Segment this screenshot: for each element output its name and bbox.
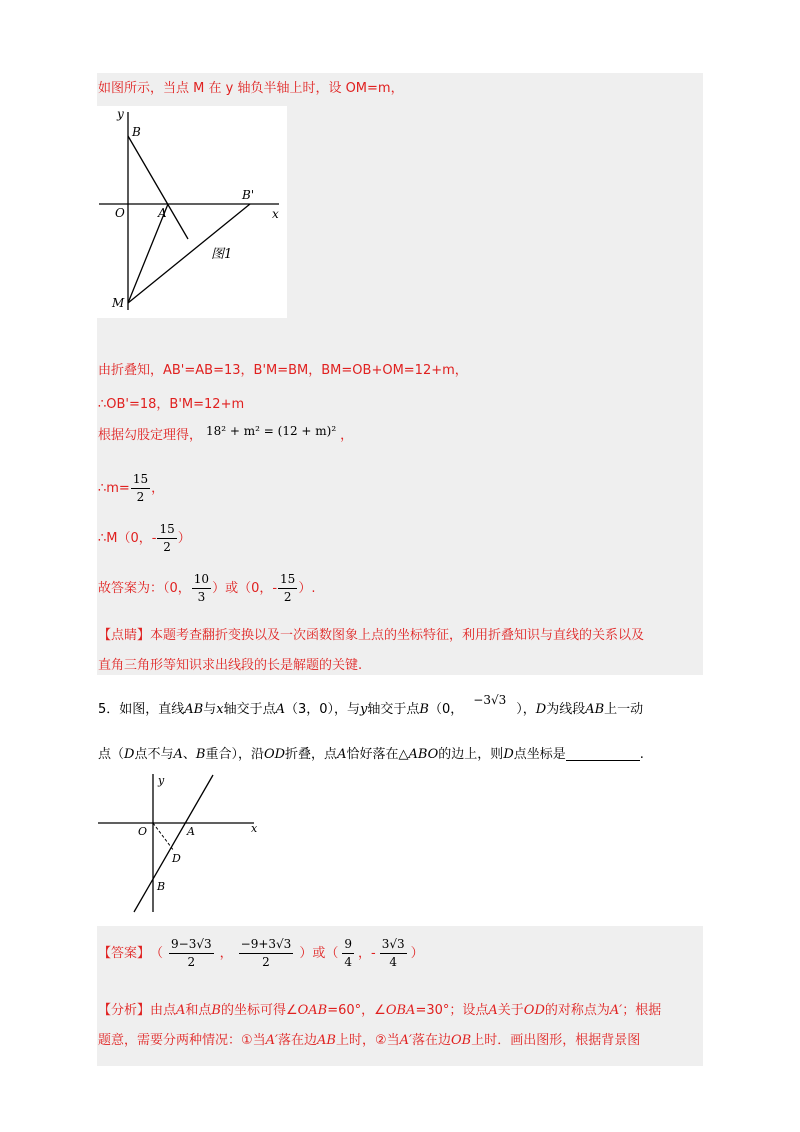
analysis-line-2: [98, 1034, 640, 1047]
q5-AB: AB: [184, 702, 204, 717]
final-answer-prefix: 故答案为：（0，: [98, 581, 191, 597]
analysis-text: 【分析】由点: [98, 1003, 177, 1018]
pythagoras-line: [98, 423, 354, 443]
q5-text: 轴交于点: [367, 702, 420, 717]
q5-label-O: O: [138, 825, 148, 838]
q5-text: 、: [182, 747, 196, 762]
m-frac-num: 15: [131, 473, 150, 489]
analysis-text: 上时，②当: [335, 1033, 400, 1048]
analysis-OAB: OAB: [297, 1003, 328, 1018]
analysis-text: 上时．画出图形，根据背景图: [471, 1033, 641, 1048]
q5-text: 点（: [98, 747, 125, 762]
analysis-text: ；根据: [622, 1003, 662, 1018]
answer-comma: ，-: [357, 946, 376, 962]
pythagoras-suffix: ，: [340, 428, 354, 443]
q5-A: A: [173, 747, 183, 762]
answer-frac2-num: −9+3√3: [239, 938, 294, 954]
fold-line-2: ∴OB'=18，B'M=12+m: [98, 397, 245, 412]
q5-text: 点坐标是: [513, 747, 566, 762]
answer-frac4: [380, 938, 407, 969]
q5-text: 5．如图，直线: [98, 702, 185, 717]
pythagoras-prefix: 根据勾股定理得，: [98, 428, 203, 443]
analysis-OD: OD: [523, 1003, 545, 1018]
figure-1-svg: [97, 106, 287, 318]
m-fraction: [131, 473, 150, 504]
m-point-frac-num: 15: [157, 523, 176, 539]
q5-OD: OD: [263, 747, 286, 762]
analysis-text: 的对称点为: [544, 1003, 610, 1018]
final-frac2-den: 2: [283, 590, 292, 605]
answer-frac2-den: 2: [262, 955, 270, 970]
q5-b-value: −3√3: [473, 692, 507, 707]
m-point-prefix: ∴M（0，-: [98, 531, 157, 547]
analysis-AB: AB: [317, 1033, 336, 1048]
answer-blank[interactable]: [566, 748, 640, 761]
final-frac1-num: 10: [192, 573, 211, 589]
label-O: O: [115, 206, 125, 220]
final-answer-mid: ）或（0，-: [212, 581, 278, 597]
q5-text: 恰好落在△: [346, 747, 409, 762]
m-point-suffix: ）: [177, 531, 191, 547]
q5-text: （0，: [428, 702, 464, 717]
answer-paren: （: [150, 946, 164, 962]
q5-A: A: [275, 702, 285, 717]
answer-frac4-num: 3√3: [380, 938, 407, 954]
q5-label-D: D: [172, 852, 181, 865]
final-answer-frac1: [192, 573, 211, 604]
analysis-text: 落在边: [411, 1033, 451, 1048]
q5-text: ），: [516, 702, 536, 717]
question5-line2: [98, 748, 644, 761]
q5-line-AB: [134, 775, 213, 912]
answer-frac4-den: 4: [389, 955, 397, 970]
final-frac1-den: 3: [197, 590, 206, 605]
analysis-text: 的坐标可得∠: [220, 1003, 298, 1018]
q5-text: .: [639, 747, 644, 762]
final-answer-suffix: ）.: [298, 581, 316, 597]
q5-A: A: [337, 747, 347, 762]
analysis-text: 题意，需要分两种情况：①当: [98, 1033, 266, 1048]
final-answer-line: [98, 573, 315, 604]
analysis-text: 和点: [185, 1003, 212, 1018]
q5-label-A: A: [187, 825, 195, 838]
comment-line-2: 直角三角形等知识求出线段的长是解题的关键.: [98, 658, 363, 673]
analysis-B: B: [211, 1003, 221, 1018]
q5-D: D: [503, 747, 514, 762]
q5-text: 折叠，点: [285, 747, 338, 762]
q5-D: D: [535, 702, 547, 717]
m-suffix: ，: [151, 481, 165, 497]
segment-B-A: [128, 136, 188, 239]
figure-q5-svg: [96, 772, 266, 917]
q5-B: B: [419, 702, 429, 717]
m-point-line: [98, 523, 191, 554]
q5-text: 重合），沿: [205, 747, 264, 762]
final-frac2-num: 15: [278, 573, 297, 589]
pythagoras-equation: 18² + m² = (12 + m)²: [206, 423, 337, 438]
analysis-A: A: [176, 1003, 186, 1018]
answer-line: [98, 938, 424, 969]
label-B: B: [132, 125, 141, 139]
q5-label-x: x: [251, 822, 258, 835]
answer-or: ）或（: [299, 946, 339, 962]
label-M: M: [112, 296, 125, 310]
answer-label: 【答案】: [98, 946, 151, 962]
m-frac-den: 2: [136, 490, 145, 505]
q5-text: 上一动: [604, 702, 644, 717]
m-prefix: ∴m=: [98, 481, 130, 497]
answer-frac1-den: 2: [187, 955, 196, 970]
answer-frac1-num: 9−3√3: [169, 938, 214, 954]
analysis-A: A: [488, 1003, 498, 1018]
q5-D: D: [124, 747, 135, 762]
answer-frac1: [169, 938, 214, 969]
q5-AB: AB: [585, 702, 605, 717]
analysis-A-prime: A′: [265, 1033, 278, 1048]
q5-text: 轴交于点: [223, 702, 276, 717]
q5-text: 的边上，则: [438, 747, 504, 762]
question5-line1: [98, 692, 644, 717]
analysis-text: =30°；设点: [415, 1003, 489, 1018]
q5-label-B: B: [157, 880, 166, 893]
label-x: x: [272, 207, 279, 221]
figure-caption: 图1: [211, 247, 233, 262]
analysis-text: =60°，∠: [327, 1003, 386, 1018]
final-answer-frac2: [278, 573, 297, 604]
q5-text: （3，0），与: [285, 702, 361, 717]
comment-line-1: 【点睛】本题考查翻折变换以及一次函数图象上点的坐标特征，利用折叠知识与直线的关系以及: [98, 628, 645, 643]
q5-ABO: ABO: [408, 747, 439, 762]
m-point-fraction: [157, 523, 176, 554]
answer-comma: ，: [219, 946, 233, 962]
q5-text: 与: [203, 702, 217, 717]
label-y: y: [117, 107, 124, 121]
analysis-A-prime: A′: [609, 1003, 623, 1018]
q5-y: y: [360, 702, 368, 717]
q5-B: B: [195, 747, 206, 762]
intro-line: 如图所示，当点 M 在 y 轴负半轴上时，设 OM=m，: [98, 81, 404, 96]
analysis-text: 关于: [497, 1003, 524, 1018]
figure-1: [97, 106, 287, 318]
answer-frac3-den: 4: [344, 955, 352, 970]
q5-x: x: [216, 702, 224, 717]
label-B-prime: B': [242, 188, 255, 202]
analysis-A-prime: A′: [399, 1033, 412, 1048]
answer-paren: ）: [410, 946, 424, 962]
q5-text: 点不与: [134, 747, 174, 762]
analysis-OBA: OBA: [385, 1003, 416, 1018]
figure-q5: [96, 772, 266, 917]
answer-frac2: [239, 938, 294, 969]
analysis-OB: OB: [450, 1033, 472, 1048]
answer-frac3: [342, 938, 354, 969]
fold-line-1: 由折叠知，AB'=AB=13，B'M=BM，BM=OB+OM=12+m，: [98, 363, 468, 378]
q5-label-y: y: [158, 774, 165, 787]
q5-text: 为线段: [546, 702, 586, 717]
m-value-line: [98, 473, 164, 504]
answer-frac3-num: 9: [342, 938, 354, 954]
analysis-text: 落在边: [278, 1033, 318, 1048]
label-A: A: [158, 206, 167, 220]
m-point-frac-den: 2: [163, 540, 171, 555]
analysis-line-1: [98, 1004, 661, 1017]
